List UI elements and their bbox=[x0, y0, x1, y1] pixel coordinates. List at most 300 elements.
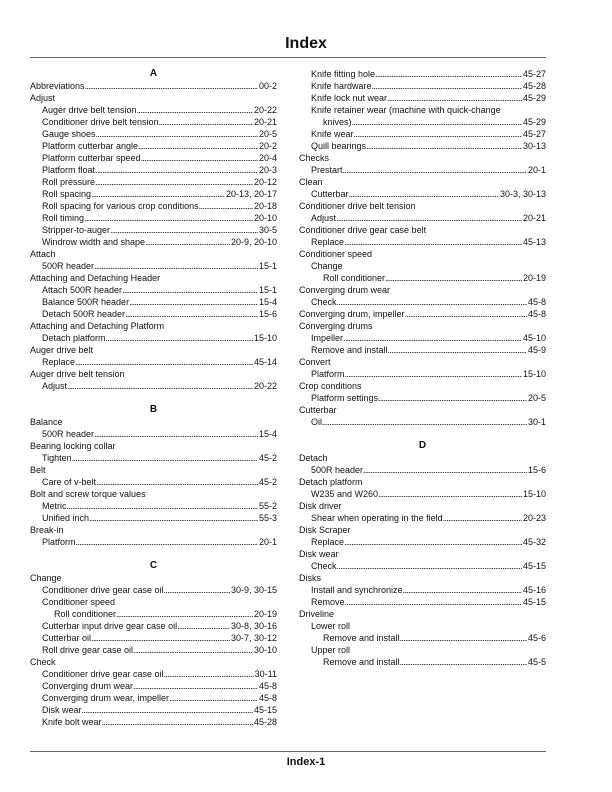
dot-leader bbox=[322, 416, 527, 428]
dot-leader bbox=[94, 260, 258, 272]
entry-label: Conditioner drive belt tension bbox=[42, 117, 159, 127]
dot-leader bbox=[354, 128, 522, 140]
entry-label: Replace bbox=[311, 537, 345, 547]
index-entry bbox=[30, 416, 277, 428]
entry-page-ref: 45-8 bbox=[527, 297, 546, 307]
index-entry bbox=[299, 224, 546, 236]
dot-leader bbox=[141, 152, 258, 164]
entry-label: Conditioner speed bbox=[42, 597, 116, 607]
entry-label: Roll conditioner bbox=[54, 609, 117, 619]
entry-label: Abbreviations bbox=[30, 81, 85, 91]
index-entry bbox=[30, 692, 277, 704]
index-entry bbox=[30, 344, 277, 356]
entry-page-ref: 55-3 bbox=[258, 513, 277, 523]
dot-leader bbox=[145, 236, 230, 248]
dot-leader bbox=[344, 536, 522, 548]
entry-page-ref: 20-3 bbox=[258, 165, 277, 175]
entry-label: Auger drive belt bbox=[30, 345, 94, 355]
entry-label: Install and synchronize bbox=[311, 585, 403, 595]
index-entry bbox=[299, 212, 546, 224]
dot-leader bbox=[159, 116, 253, 128]
entry-label: Metric bbox=[42, 501, 67, 511]
entry-label: 500R header bbox=[311, 465, 364, 475]
dot-leader bbox=[122, 284, 258, 296]
entry-label: Clean bbox=[299, 177, 323, 187]
entry-label: Disk wear bbox=[42, 705, 82, 715]
entry-label: Tighten bbox=[42, 453, 72, 463]
entry-label: Crop conditions bbox=[299, 381, 362, 391]
entry-label: Oil bbox=[311, 417, 322, 427]
dot-leader bbox=[378, 488, 522, 500]
index-entry bbox=[30, 596, 277, 608]
footer-rule bbox=[30, 751, 546, 752]
index-entry bbox=[30, 536, 277, 548]
index-entry bbox=[299, 296, 546, 308]
entry-label: Remove bbox=[311, 597, 345, 607]
entry-label: Unified inch bbox=[42, 513, 90, 523]
dot-leader bbox=[137, 104, 253, 116]
dot-leader bbox=[110, 224, 258, 236]
entry-label: Detach 500R header bbox=[42, 309, 126, 319]
entry-label: Windrow width and shape bbox=[42, 237, 146, 247]
entry-label: Platform cutterbar angle bbox=[42, 141, 139, 151]
page-title: Index bbox=[285, 35, 327, 52]
dot-leader bbox=[133, 680, 258, 692]
index-entry bbox=[30, 164, 277, 176]
header-rule bbox=[30, 57, 546, 58]
index-entry bbox=[299, 344, 546, 356]
dot-leader bbox=[164, 584, 230, 596]
entry-label: Adjust bbox=[311, 213, 337, 223]
dot-leader bbox=[96, 476, 258, 488]
entry-page-ref: 20-2 bbox=[258, 141, 277, 151]
entry-label: Knife fitting hole bbox=[311, 69, 376, 79]
entry-page-ref: 45-14 bbox=[253, 357, 277, 367]
index-entry bbox=[30, 368, 277, 380]
index-entry bbox=[299, 656, 546, 668]
entry-label: Driveline bbox=[299, 609, 335, 619]
entry-label: Platform float bbox=[42, 165, 96, 175]
entry-label: Conditioner drive gear case oil bbox=[42, 669, 164, 679]
entry-label: Auger drive belt tension bbox=[42, 105, 137, 115]
entry-page-ref: 20-19 bbox=[522, 273, 546, 283]
index-entry bbox=[30, 680, 277, 692]
entry-page-ref: 45-13 bbox=[522, 237, 546, 247]
index-entry bbox=[30, 212, 277, 224]
entry-label: Converging drums bbox=[299, 321, 373, 331]
entry-label: Change bbox=[311, 261, 343, 271]
dot-leader bbox=[336, 212, 522, 224]
index-entry bbox=[30, 668, 277, 680]
index-entry bbox=[299, 260, 546, 272]
index-entry bbox=[30, 488, 277, 500]
entry-page-ref: 45-32 bbox=[522, 537, 546, 547]
index-entry bbox=[299, 560, 546, 572]
entry-page-ref: 20-9, 20-10 bbox=[230, 237, 277, 247]
index-entry bbox=[299, 272, 546, 284]
entry-page-ref: 45-2 bbox=[258, 477, 277, 487]
entry-label: Roll conditioner bbox=[323, 273, 386, 283]
entry-label: Check bbox=[30, 657, 56, 667]
index-entry bbox=[299, 200, 546, 212]
entry-label: Check bbox=[311, 561, 337, 571]
index-entry bbox=[30, 500, 277, 512]
index-entry bbox=[30, 524, 277, 536]
index-entry bbox=[299, 164, 546, 176]
section-spacer bbox=[299, 428, 546, 440]
entry-page-ref: 45-16 bbox=[522, 585, 546, 595]
entry-label: Remove and install bbox=[311, 345, 388, 355]
dot-leader bbox=[164, 668, 254, 680]
dot-leader bbox=[67, 500, 258, 512]
dot-leader bbox=[388, 344, 527, 356]
dot-leader bbox=[337, 560, 522, 572]
index-entry bbox=[30, 632, 277, 644]
entry-label: Converging drum wear, impeller bbox=[42, 693, 170, 703]
index-entry bbox=[30, 476, 277, 488]
section-spacer bbox=[30, 392, 277, 404]
entry-page-ref: 30-9, 30-15 bbox=[230, 585, 277, 595]
index-entry bbox=[30, 284, 277, 296]
dot-leader bbox=[403, 584, 522, 596]
index-entry bbox=[30, 176, 277, 188]
entry-label: Stripper-to-auger bbox=[42, 225, 111, 235]
dot-leader bbox=[125, 308, 258, 320]
page-number: Index-1 bbox=[286, 756, 326, 768]
index-entry bbox=[30, 308, 277, 320]
index-entry bbox=[299, 128, 546, 140]
section-letter: D bbox=[418, 440, 427, 451]
index-entry bbox=[30, 236, 277, 248]
entry-label: Break-in bbox=[30, 525, 64, 535]
entry-label: Knife wear bbox=[311, 129, 354, 139]
entry-label: Disk wear bbox=[299, 549, 339, 559]
entry-label: Adjust bbox=[42, 381, 68, 391]
index-entry bbox=[30, 656, 277, 668]
entry-label: Attach bbox=[30, 249, 56, 259]
entry-page-ref: 15-10 bbox=[253, 333, 277, 343]
dot-leader bbox=[96, 128, 258, 140]
entry-page-ref: 15-6 bbox=[527, 465, 546, 475]
entry-page-ref: 30-13 bbox=[522, 141, 546, 151]
index-entry bbox=[30, 296, 277, 308]
section-letter: C bbox=[149, 560, 158, 571]
index-entry bbox=[299, 380, 546, 392]
entry-page-ref: 15-10 bbox=[522, 369, 546, 379]
index-entry bbox=[30, 356, 277, 368]
entry-page-ref: 20-18 bbox=[253, 201, 277, 211]
entry-page-ref: 45-8 bbox=[527, 309, 546, 319]
entry-label: Replace bbox=[42, 357, 76, 367]
entry-page-ref: 55-2 bbox=[258, 501, 277, 511]
dot-leader bbox=[82, 704, 253, 716]
dot-leader bbox=[177, 620, 230, 632]
index-entry bbox=[299, 620, 546, 632]
entry-label: 500R header bbox=[42, 261, 95, 271]
index-entry bbox=[299, 404, 546, 416]
entry-label: Check bbox=[311, 297, 337, 307]
entry-label: Converging drum wear bbox=[42, 681, 134, 691]
entry-page-ref: 15-4 bbox=[258, 297, 277, 307]
entry-label: Roll pressure bbox=[42, 177, 96, 187]
index-entry bbox=[299, 236, 546, 248]
entry-label: Balance bbox=[30, 417, 63, 427]
index-entry bbox=[30, 428, 277, 440]
index-entry bbox=[30, 620, 277, 632]
entry-page-ref: 45-28 bbox=[253, 717, 277, 727]
entry-label: Attaching and Detaching Header bbox=[30, 273, 161, 283]
entry-page-ref: 20-1 bbox=[258, 537, 277, 547]
dot-leader bbox=[443, 512, 522, 524]
index-entry bbox=[30, 644, 277, 656]
dot-leader bbox=[102, 716, 253, 728]
index-entry bbox=[30, 320, 277, 332]
dot-leader bbox=[95, 164, 258, 176]
entry-page-ref: 45-15 bbox=[253, 705, 277, 715]
dot-leader bbox=[349, 188, 499, 200]
index-entry bbox=[30, 248, 277, 260]
index-entry bbox=[299, 572, 546, 584]
entry-page-ref: 45-27 bbox=[522, 129, 546, 139]
index-entry bbox=[30, 464, 277, 476]
index-entry bbox=[30, 452, 277, 464]
entry-page-ref: 30-5 bbox=[258, 225, 277, 235]
dot-leader bbox=[375, 68, 522, 80]
index-entry bbox=[299, 140, 546, 152]
entry-page-ref: 45-27 bbox=[522, 69, 546, 79]
entry-page-ref: 45-5 bbox=[527, 657, 546, 667]
dot-leader bbox=[378, 392, 527, 404]
entry-label: Gauge shoes bbox=[42, 129, 96, 139]
entry-label: W235 and W260 bbox=[311, 489, 379, 499]
index-entry bbox=[299, 524, 546, 536]
entry-page-ref: 20-10 bbox=[253, 213, 277, 223]
index-entry bbox=[299, 308, 546, 320]
dot-leader bbox=[345, 368, 522, 380]
entry-label: Shear when operating in the field bbox=[311, 513, 443, 523]
entry-label: Knife retainer wear (machine with quick-change bbox=[311, 105, 501, 115]
index-entry bbox=[299, 512, 546, 524]
entry-page-ref: 20-4 bbox=[258, 153, 277, 163]
index-entry bbox=[299, 632, 546, 644]
dot-leader bbox=[337, 296, 527, 308]
index-column-left bbox=[30, 68, 277, 728]
index-entry bbox=[299, 476, 546, 488]
entry-label: Attach 500R header bbox=[42, 285, 123, 295]
entry-page-ref: 45-29 bbox=[522, 117, 546, 127]
entry-label: Cutterbar bbox=[311, 189, 349, 199]
dot-leader bbox=[67, 380, 253, 392]
entry-label: Bearing locking collar bbox=[30, 441, 116, 451]
entry-page-ref: 45-8 bbox=[258, 681, 277, 691]
entry-label: Care of v-belt bbox=[42, 477, 97, 487]
index-entry bbox=[299, 368, 546, 380]
dot-leader bbox=[385, 272, 522, 284]
entry-label: Roll drive gear case oil bbox=[42, 645, 134, 655]
index-entry bbox=[299, 392, 546, 404]
dot-leader bbox=[343, 332, 522, 344]
dot-leader bbox=[75, 356, 253, 368]
index-entry bbox=[299, 116, 546, 128]
dot-leader bbox=[72, 452, 258, 464]
dot-leader bbox=[138, 140, 258, 152]
entry-label: Conditioner drive belt tension bbox=[299, 201, 416, 211]
dot-leader bbox=[169, 692, 258, 704]
entry-page-ref: 30-3, 30-13 bbox=[499, 189, 546, 199]
dot-leader bbox=[133, 644, 253, 656]
entry-label: Roll timing bbox=[42, 213, 85, 223]
index-entry bbox=[30, 440, 277, 452]
dot-leader bbox=[400, 632, 527, 644]
entry-page-ref: 20-5 bbox=[258, 129, 277, 139]
index-entry bbox=[299, 248, 546, 260]
entry-page-ref: 45-8 bbox=[258, 693, 277, 703]
dot-leader bbox=[363, 464, 527, 476]
index-entry bbox=[299, 68, 546, 80]
entry-label: Change bbox=[30, 573, 62, 583]
entry-page-ref: 15-6 bbox=[258, 309, 277, 319]
dot-leader bbox=[352, 116, 522, 128]
index-entry bbox=[299, 488, 546, 500]
index-entry bbox=[299, 80, 546, 92]
entry-label: Lower roll bbox=[311, 621, 351, 631]
entry-page-ref: 30-10 bbox=[253, 645, 277, 655]
index-entry bbox=[299, 596, 546, 608]
entry-label: Balance 500R header bbox=[42, 297, 130, 307]
entry-page-ref: 30-11 bbox=[254, 669, 277, 679]
index-entry bbox=[30, 272, 277, 284]
dot-leader bbox=[400, 656, 527, 668]
index-entry bbox=[30, 704, 277, 716]
index-entry bbox=[30, 92, 277, 104]
dot-leader bbox=[85, 80, 258, 92]
dot-leader bbox=[95, 176, 253, 188]
entry-label: Conditioner drive gear case belt bbox=[299, 225, 427, 235]
index-entry bbox=[30, 572, 277, 584]
entry-page-ref: 15-4 bbox=[258, 429, 277, 439]
entry-page-ref: 45-15 bbox=[522, 561, 546, 571]
index-entry bbox=[299, 356, 546, 368]
entry-label: Detach platform bbox=[299, 477, 363, 487]
index-entry bbox=[299, 536, 546, 548]
index-entry bbox=[30, 608, 277, 620]
entry-label: Attaching and Detaching Platform bbox=[30, 321, 165, 331]
entry-page-ref: 45-6 bbox=[527, 633, 546, 643]
dot-leader bbox=[89, 512, 258, 524]
index-entry bbox=[299, 176, 546, 188]
dot-leader bbox=[106, 332, 253, 344]
entry-label: Converging drum, impeller bbox=[299, 309, 405, 319]
index-entry bbox=[30, 80, 277, 92]
entry-label: Auger drive belt tension bbox=[30, 369, 125, 379]
index-entry bbox=[299, 284, 546, 296]
entry-page-ref: 15-1 bbox=[258, 261, 277, 271]
entry-label: Upper roll bbox=[311, 645, 351, 655]
entry-label: Prestart bbox=[311, 165, 343, 175]
entry-label: Detach platform bbox=[42, 333, 106, 343]
entry-page-ref: 45-28 bbox=[522, 81, 546, 91]
index-entry bbox=[299, 452, 546, 464]
dot-leader bbox=[343, 164, 527, 176]
index-entry bbox=[30, 332, 277, 344]
dot-leader bbox=[129, 296, 258, 308]
entry-label: Platform settings bbox=[311, 393, 379, 403]
entry-label: Disks bbox=[299, 573, 321, 583]
entry-page-ref: 30-1 bbox=[527, 417, 546, 427]
index-entry bbox=[299, 188, 546, 200]
index-entry bbox=[299, 152, 546, 164]
dot-leader bbox=[84, 212, 253, 224]
entry-label: Remove and install bbox=[323, 633, 400, 643]
entry-label: Conditioner speed bbox=[299, 249, 373, 259]
entry-page-ref: 20-21 bbox=[253, 117, 277, 127]
entry-label: Platform cutterbar speed bbox=[42, 153, 141, 163]
index-entry bbox=[30, 224, 277, 236]
dot-leader bbox=[405, 308, 527, 320]
index-entry bbox=[30, 512, 277, 524]
section-letter: B bbox=[149, 404, 158, 415]
index-entry bbox=[299, 584, 546, 596]
index-entry bbox=[30, 140, 277, 152]
entry-label: Disk Scraper bbox=[299, 525, 351, 535]
dot-leader bbox=[372, 80, 522, 92]
entry-label: Quill bearings bbox=[311, 141, 367, 151]
entry-label: Cutterbar input drive gear case oil bbox=[42, 621, 178, 631]
dot-leader bbox=[116, 608, 253, 620]
index-entry bbox=[299, 608, 546, 620]
entry-page-ref: 45-29 bbox=[522, 93, 546, 103]
entry-label: Platform bbox=[311, 369, 345, 379]
index-entry bbox=[299, 320, 546, 332]
dot-leader bbox=[91, 632, 230, 644]
entry-page-ref: 20-23 bbox=[522, 513, 546, 523]
entry-label: Cutterbar bbox=[299, 405, 337, 415]
entry-page-ref: 20-19 bbox=[253, 609, 277, 619]
entry-page-ref: 00-2 bbox=[258, 81, 277, 91]
entry-label: Roll spacing bbox=[42, 189, 92, 199]
index-entry bbox=[30, 260, 277, 272]
dot-leader bbox=[199, 200, 253, 212]
index-entry bbox=[299, 416, 546, 428]
entry-page-ref: 20-12 bbox=[253, 177, 277, 187]
entry-page-ref: 20-5 bbox=[527, 393, 546, 403]
entry-label: Replace bbox=[311, 237, 345, 247]
dot-leader bbox=[387, 92, 522, 104]
entry-label: Knife lock nut wear bbox=[311, 93, 388, 103]
index-entry bbox=[299, 500, 546, 512]
entry-page-ref: 45-2 bbox=[258, 453, 277, 463]
entry-label: 500R header bbox=[42, 429, 95, 439]
entry-label: Adjust bbox=[30, 93, 56, 103]
index-entry bbox=[30, 200, 277, 212]
entry-page-ref: 20-21 bbox=[522, 213, 546, 223]
entry-page-ref: 15-10 bbox=[522, 489, 546, 499]
index-entry bbox=[299, 644, 546, 656]
entry-page-ref: 45-9 bbox=[527, 345, 546, 355]
index-entry bbox=[30, 188, 277, 200]
entry-label: Bolt and screw torque values bbox=[30, 489, 146, 499]
entry-page-ref: 20-13, 20-17 bbox=[225, 189, 277, 199]
entry-label: Detach bbox=[299, 453, 328, 463]
index-entry bbox=[299, 464, 546, 476]
entry-label: Conditioner drive gear case oil bbox=[42, 585, 164, 595]
entry-label: knives) bbox=[323, 117, 352, 127]
dot-leader bbox=[76, 536, 258, 548]
entry-page-ref: 30-7, 30-12 bbox=[230, 633, 277, 643]
dot-leader bbox=[344, 236, 522, 248]
index-entry bbox=[30, 584, 277, 596]
entry-label: Checks bbox=[299, 153, 330, 163]
